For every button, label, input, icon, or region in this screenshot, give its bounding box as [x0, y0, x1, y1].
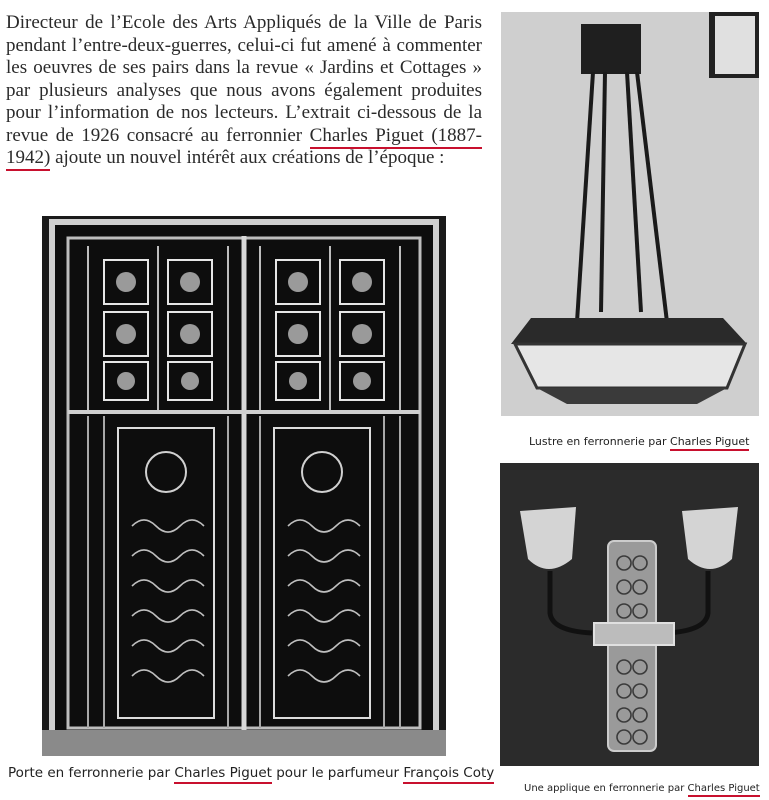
applique-caption	[524, 783, 760, 794]
intro-text-start: Directeur de l’Ecole des Arts Appliqués de la Ville de Paris pendant l’entre-deux-guerres, celui-ci fut amené à commenter les oeuvres de ses pairs dans la revue « Jardins et Cottages » par plusieurs analyses que nous avons également produites pour l’information de nos lecteurs. L’extrait ci-dessous de la revue de 1926 consacré au ferronnier	[6, 12, 482, 146]
applique-caption-prefix: Une applique en ferronnerie par	[524, 783, 688, 794]
applique-photo	[500, 463, 759, 766]
intro-text-end: ajoute un nouvel intérêt aux créations de l’époque :	[50, 147, 445, 168]
intro-paragraph	[6, 12, 482, 170]
lustre-photo	[501, 12, 759, 416]
francois-coty-link[interactable]: François Coty	[403, 765, 494, 784]
applique-artist-link[interactable]: Charles Piguet	[688, 783, 760, 797]
wrought-iron-door-image	[42, 216, 446, 756]
door-caption	[8, 765, 494, 781]
door-artist-link[interactable]: Charles Piguet	[174, 765, 272, 784]
lustre-caption-line	[529, 435, 749, 448]
lustre-artist-link[interactable]: Charles Piguet	[670, 435, 749, 451]
door-caption-prefix: Porte en ferronnerie par	[8, 765, 175, 781]
charles-piguet-link[interactable]: Charles Piguet (1887-1942)	[6, 125, 482, 172]
chandelier-image	[501, 12, 759, 416]
lustre-caption-prefix: Lustre en ferronnerie par	[529, 435, 671, 448]
door-photo	[42, 216, 446, 756]
wall-sconce-image	[500, 463, 759, 766]
door-caption-middle: pour le parfumeur	[271, 765, 404, 781]
